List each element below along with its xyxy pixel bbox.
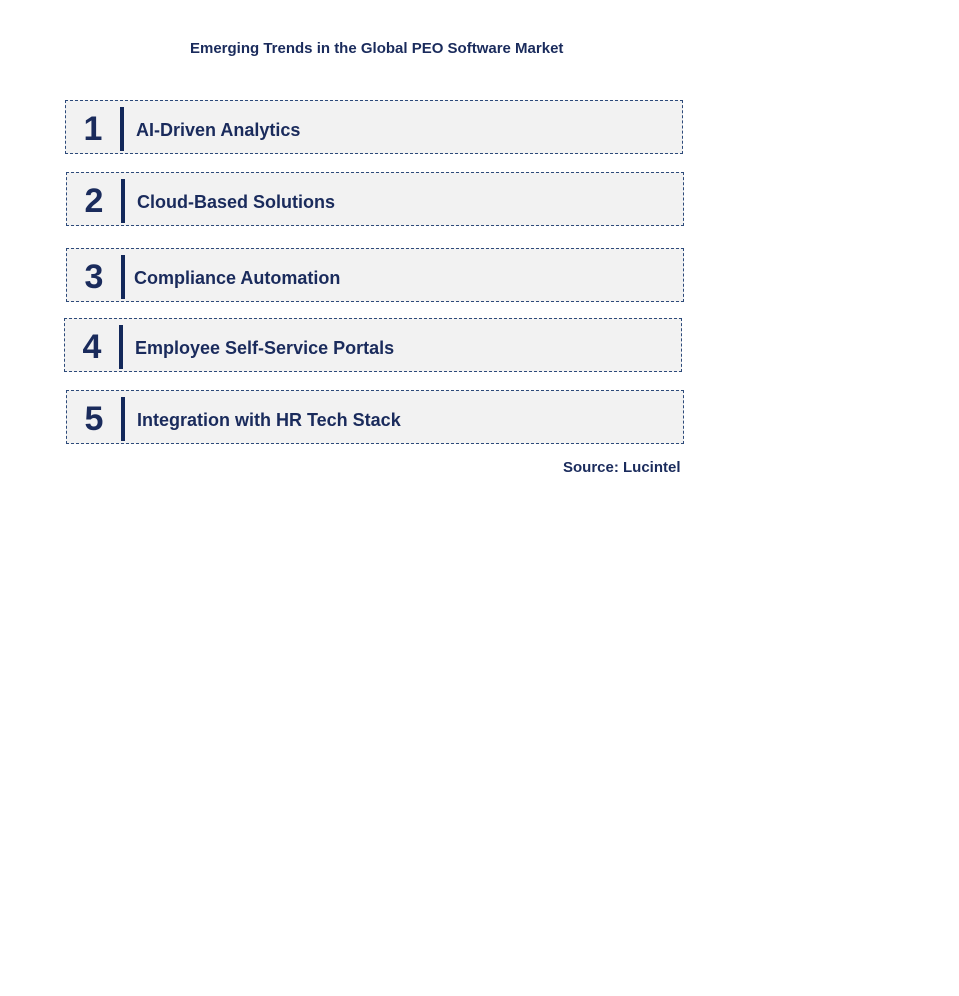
trend-label: AI-Driven Analytics (136, 120, 301, 140)
trend-label: Cloud-Based Solutions (137, 192, 335, 212)
trend-number: 1 (83, 110, 103, 148)
trend-item-1 (65, 100, 683, 154)
trend-divider (120, 107, 124, 151)
trend-item-5 (66, 390, 684, 444)
trend-number: 4 (82, 328, 102, 366)
trend-number: 5 (84, 400, 104, 438)
trend-label: Employee Self-Service Portals (135, 338, 395, 358)
trend-item-3 (66, 248, 684, 302)
trend-divider (121, 397, 125, 441)
trend-number: 2 (84, 182, 104, 220)
trend-label: Compliance Automation (134, 268, 341, 288)
trend-item-2 (66, 172, 684, 226)
trend-number: 3 (84, 258, 104, 296)
trend-item-4 (64, 318, 682, 372)
trend-divider (119, 325, 123, 369)
trend-label: Integration with HR Tech Stack (137, 410, 401, 430)
trend-divider (121, 255, 125, 299)
source-note: Source: Lucintel (563, 459, 681, 476)
diagram-title: Emerging Trends in the Global PEO Software Market (190, 40, 564, 57)
trend-divider (121, 179, 125, 223)
